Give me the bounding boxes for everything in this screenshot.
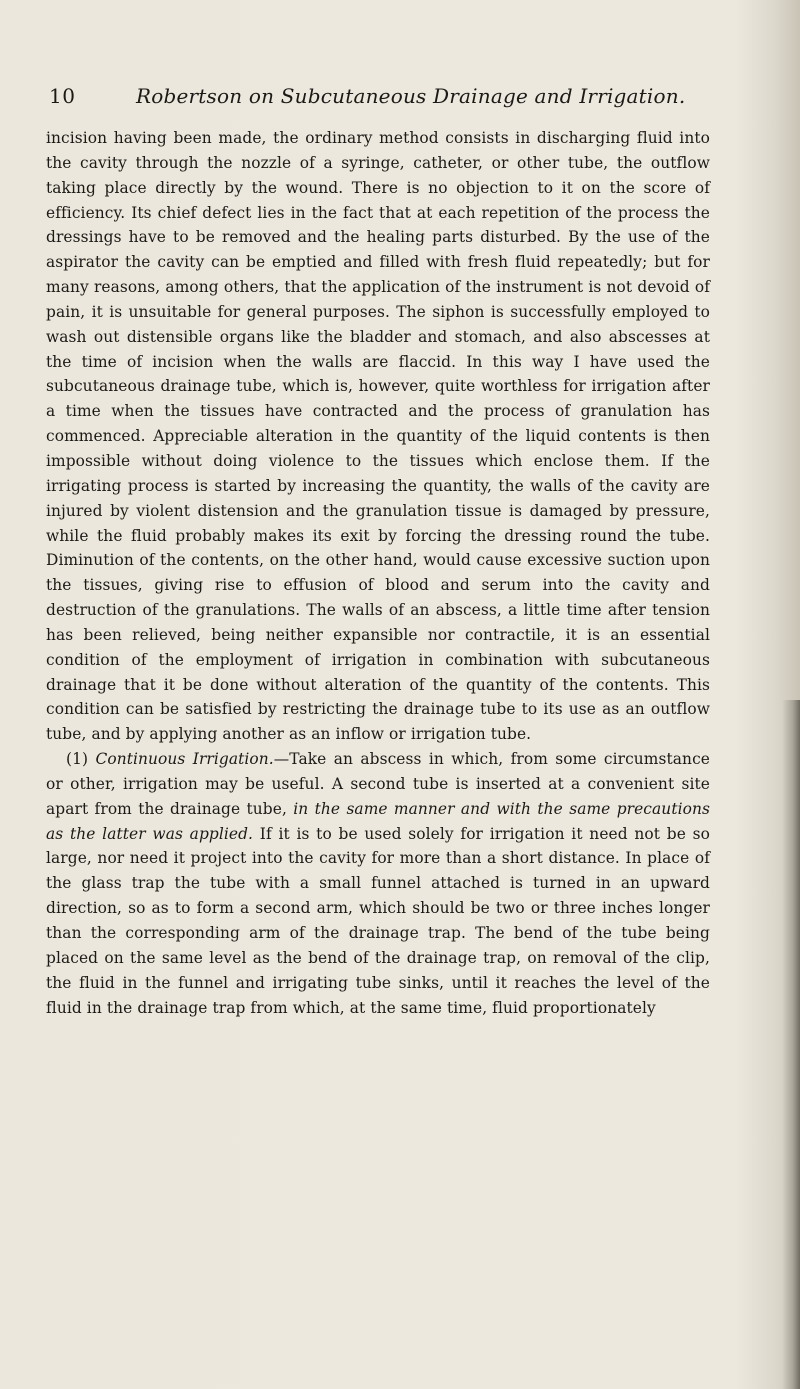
page-edge-shadow xyxy=(782,700,800,1389)
body-text xyxy=(46,126,710,1020)
paragraph-text-part2: If it is to be used solely for irrigation it need not be so large, nor need it project into the cavity for more than a short distance. In place of the glass trap the tube with a small funnel attached is turned in an upward direction, so as to form a second arm, which should be two or three inches longer than the corresponding arm of the drainage trap. The bend of the tube being placed on the same level as the bend of the drainage trap, on removal of the clip, the fluid in the funnel and irrigating tube sinks, until it reaches the level of the fluid in the drainage trap from which, at the same time, fluid proportionately xyxy=(46,824,710,1017)
italic-phrase: in the same manner and with the same precautions as the latter was applied. xyxy=(46,799,710,843)
paragraph-continuation: incision having been made, the ordinary method consists in discharging fluid into the cavity through the nozzle of a syringe, catheter, or other tube, the outflow taking place directly by the wound. There is no objection to it on the score of efficiency. Its chief defect lies in the fact that at each repetition of the process the dressings have to be removed and the healing parts disturbed. By the use of the aspirator the cavity can be emptied and filled with fresh fluid repeatedly; but for many reasons, among others, that the application of the instrument is not devoid of pain, it is unsuitable for general purposes. The siphon is successfully employed to wash out distensible organs like the bladder and stomach, and also abscesses at the time of incision when the walls are flaccid. In this way I have used the subcutaneous drainage tube, which is, however, quite worthless for irrigation after a time when the tissues have contracted and the process of granulation has commenced. Appreciable alteration in the quantity of the liquid contents is then impossible without doing violence to the tissues which enclose them. If the irrigating process is started by increasing the quantity, the walls of the cavity are injured by violent distension and the granulation tissue is damaged by pressure, while the fluid probably makes its exit by forcing the dressing round the tube. Diminution of the contents, on the other hand, would cause excessive suction upon the tissues, giving rise to effusion of blood and serum into the cavity and destruction of the granulations. The walls of an abscess, a little time after tension has been relieved, being neither expansible nor contractile, it is an essential condition of the employment of irrigation in combination with subcutaneous drainage that it be done without alteration of the quantity of the contents. This condition can be satisfied by restricting the drainage tube to its use as an outflow tube, and by applying another as an inflow or irrigation tube. xyxy=(46,129,710,744)
paragraph-text-part1: —Take an abscess in which, from some circumstance or other, irrigation may be useful. A second tube is inserted at a convenient site apart from the drainage tube, xyxy=(46,750,711,818)
page-number: 10 xyxy=(49,84,76,108)
paragraph-continuous-irrigation xyxy=(46,747,710,1020)
running-title: Robertson on Subcutaneous Drainage and Irrigation. xyxy=(136,84,686,108)
section-heading: Continuous Irrigation. xyxy=(95,750,274,769)
section-number: (1) xyxy=(66,750,96,769)
page-header xyxy=(49,84,709,114)
